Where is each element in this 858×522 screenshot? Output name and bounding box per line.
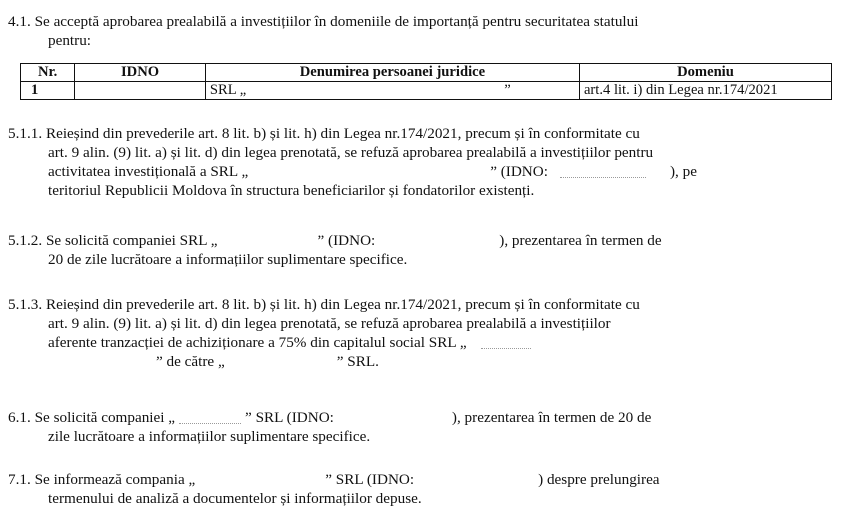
header-domeniu: Domeniu <box>579 64 831 82</box>
text-segment: ), prezentarea în termen de 20 de <box>451 409 652 426</box>
text-segment: 6.1. Se solicită companiei „ <box>8 409 176 426</box>
text-segment: ), pe <box>669 163 697 180</box>
text-segment: ” (IDNO: <box>317 232 376 249</box>
paragraph-5-1-2-line-2: 20 de zile lucrătoare a informațiilor suplimentare specifice. <box>48 251 408 268</box>
text-segment: ” de către „ <box>156 353 225 370</box>
table-row <box>21 82 832 100</box>
redacted-idno <box>560 168 646 178</box>
paragraph-5-1-1-line-4: teritoriul Republicii Moldova în structura beneficiarilor și fondatorilor existenți. <box>48 182 535 199</box>
paragraph-5-1-3 <box>8 295 836 371</box>
text-segment: ” SRL. <box>336 353 379 370</box>
paragraph-5-1-2-line-1 <box>8 231 836 250</box>
paragraph-5-1-1-line-1: 5.1.1. Reieșind din prevederile art. 8 lit. b) și lit. h) din Legea nr.174/2021, precum și în conformitate cu <box>8 125 640 142</box>
paragraph-5-1-2 <box>8 231 836 269</box>
paragraph-5-1-3-line-2: art. 9 alin. (9) lit. a) și lit. d) din legea prenotată, se refuză aprobarea prealabilă a investițiilor <box>48 315 611 332</box>
paragraph-7-1-line-1 <box>8 470 836 489</box>
text-segment: activitatea investițională a SRL „ <box>48 163 249 180</box>
paragraph-4-1-line-1: 4.1. Se acceptă aprobarea prealabilă a investițiilor în domeniile de importanță pentru securitatea statului <box>8 13 639 30</box>
paragraph-5-1-1 <box>8 124 836 200</box>
paragraph-5-1-1-line-3 <box>8 162 836 181</box>
paragraph-5-1-3-line-3 <box>8 333 836 352</box>
text-segment: ) despre prelungirea <box>538 471 660 488</box>
cell-domeniu: art.4 lit. i) din Legea nr.174/2021 <box>579 82 831 100</box>
text-segment: ” SRL (IDNO: <box>245 409 334 426</box>
text-segment: ” (IDNO: <box>490 163 548 180</box>
header-idno: IDNO <box>75 64 206 82</box>
paragraph-4-1 <box>8 12 836 50</box>
paragraph-6-1-line-1 <box>8 408 836 427</box>
paragraph-6-1-line-2: zile lucrătoare a informațiilor suplimentare specifice. <box>48 428 371 445</box>
header-nr: Nr. <box>21 64 75 82</box>
text-segment: 7.1. Se informează compania „ <box>8 471 196 488</box>
cell-denumire-suffix: ” <box>504 82 511 98</box>
paragraph-5-1-1-line-2: art. 9 alin. (9) lit. a) și lit. d) din legea prenotată, se refuză aprobarea prealabilă a investițiilor pentru <box>48 144 654 161</box>
table-header-row <box>21 64 832 82</box>
cell-denumire <box>205 82 579 100</box>
header-denumire: Denumirea persoanei juridice <box>205 64 579 82</box>
paragraph-5-1-3-line-1: 5.1.3. Reieșind din prevederile art. 8 lit. b) și lit. h) din Legea nr.174/2021, precum și în conformitate cu <box>8 296 640 313</box>
text-segment: aferente tranzacției de achiziționare a 75% din capitalul social SRL „ <box>48 334 467 351</box>
paragraph-4-1-line-2: pentru: <box>48 32 92 49</box>
cell-denumire-prefix: SRL „ <box>209 82 247 98</box>
text-segment: ), prezentarea în termen de <box>499 232 662 249</box>
cell-nr: 1 <box>21 82 75 100</box>
paragraph-6-1 <box>8 408 836 446</box>
text-segment: ” SRL (IDNO: <box>325 471 415 488</box>
paragraph-7-1 <box>8 470 836 508</box>
paragraph-5-1-3-line-4 <box>8 352 836 371</box>
investments-table <box>20 63 832 100</box>
text-segment: 5.1.2. Se solicită companiei SRL „ <box>8 232 218 249</box>
paragraph-7-1-line-2: termenului de analiză a documentelor și informațiilor depuse. <box>48 490 422 507</box>
redacted-name <box>179 414 241 424</box>
cell-idno <box>75 82 206 100</box>
redacted-name <box>481 339 531 349</box>
